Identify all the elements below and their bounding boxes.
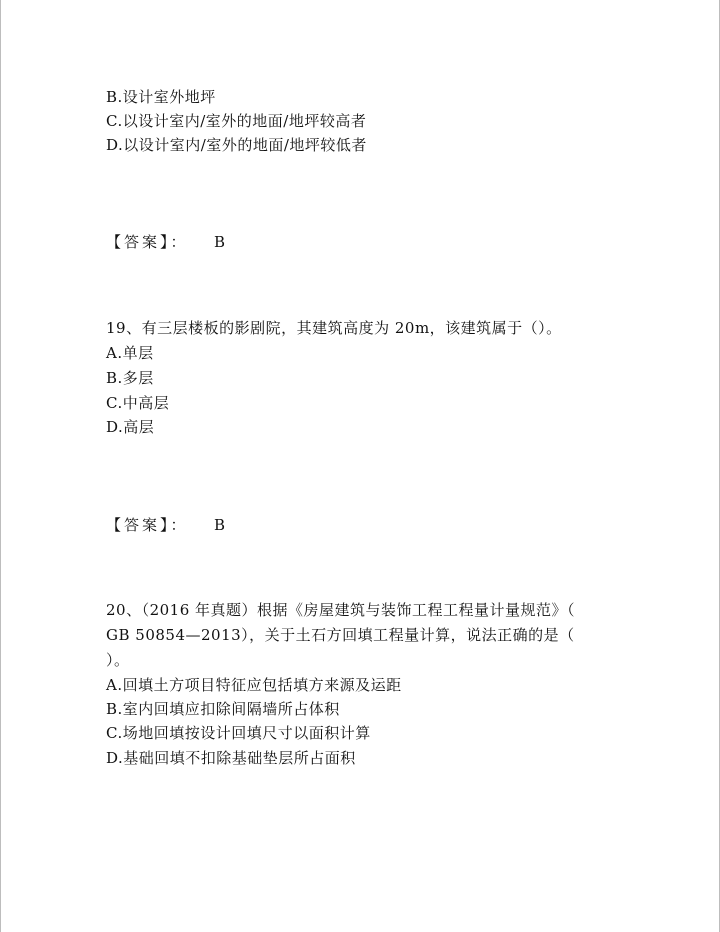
q20-stem-line-1: 20、（2016 年真题）根据《房屋建筑与装饰工程工程量计量规范》（ (106, 601, 576, 619)
q20-option-c: C.场地回填按设计回填尺寸以面积计算 (106, 724, 371, 742)
q19-answer-label: 【答案】： (106, 516, 189, 534)
prev-answer-label: 【答案】： (106, 233, 189, 251)
q19-option-d: D.高层 (106, 418, 155, 436)
prev-option-b: B.设计室外地坪 (106, 88, 216, 106)
prev-answer-value: B (214, 233, 226, 251)
q19-option-a: A.单层 (106, 344, 154, 362)
q19-option-b: B.多层 (106, 369, 154, 387)
q20-stem-line-2: GB 50854—2013），关于土石方回填工程量计算，说法正确的是（ (106, 626, 575, 644)
q20-option-d: D.基础回填不扣除基础垫层所占面积 (106, 749, 356, 767)
prev-option-c: C.以设计室内/室外的地面/地坪较高者 (106, 112, 367, 130)
q20-option-a: A.回填土方项目特征应包括填方来源及运距 (106, 676, 402, 694)
q20-stem-line-3: ）。 (106, 651, 130, 669)
q19-option-c: C.中高层 (106, 394, 170, 412)
prev-option-d: D.以设计室内/室外的地面/地坪较低者 (106, 136, 367, 154)
q19-stem: 19、有三层楼板的影剧院，其建筑高度为 20m，该建筑属于（）。 (106, 319, 562, 337)
q19-answer-value: B (214, 516, 226, 534)
q20-option-b: B.室内回填应扣除间隔墙所占体积 (106, 700, 340, 718)
